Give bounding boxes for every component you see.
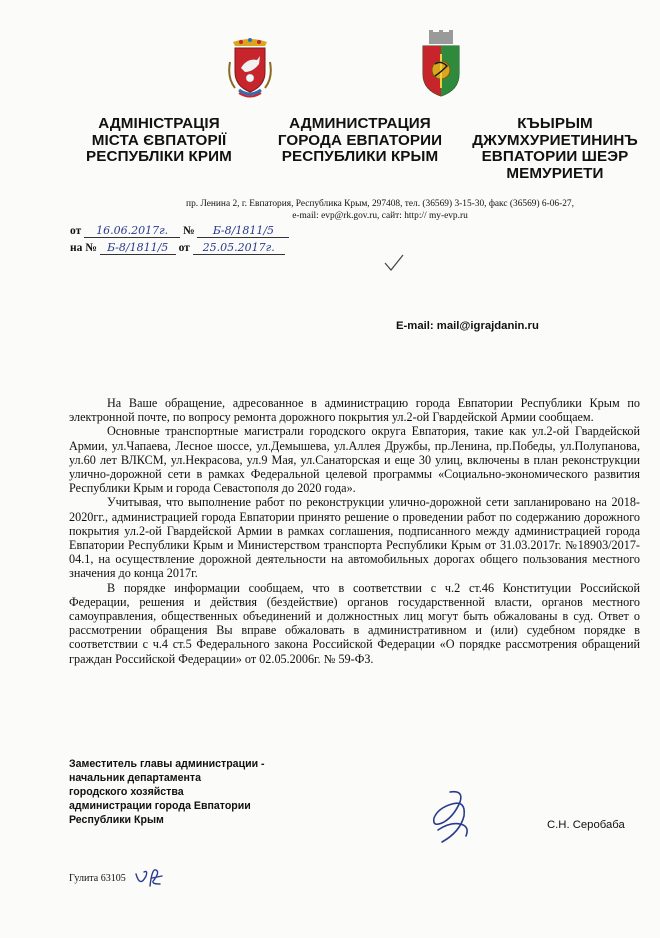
number-label: №	[183, 225, 195, 237]
header-crimean-tatar	[462, 116, 648, 182]
executor-note: Гулита 63105	[69, 873, 126, 884]
paragraph: В порядке информации сообщаем, что в соответствии с ч.2 ст.46 Конституции Российской Федерации, решения и действия (бездействие) органов государственной власти, органов местного самоуправления, общественных объединений и должностных лиц могут быть обжалованы в суд. Ответ о рассмотрении обращения Вы вправе обжаловать в административном и (или) судебном порядке в соответствии с ч.4 ст.5 Федерального закона Российской Федерации «О порядке рассмотрения обращений граждан Российской Федерации» от 02.05.2006г. № 59-ФЗ.	[69, 580, 640, 666]
reference-block	[70, 223, 289, 257]
handwritten-signature-icon	[420, 788, 480, 855]
outgoing-date: 16.06.2017г.	[84, 224, 180, 238]
header-ukrainian-line: МІСТА ЄВПАТОРІЇ	[91, 131, 227, 149]
address-contacts: e-mail: evp@rk.gov.ru, сайт: http:// my-evp.ru	[292, 211, 468, 221]
header-russian	[258, 116, 462, 166]
signatory-name: С.Н. Серобаба	[547, 819, 625, 831]
header-ukrainian-line: АДМІНІСТРАЦІЯ	[98, 115, 220, 132]
header-russian-line: РЕСПУБЛИКИ КРЫМ	[281, 148, 439, 166]
incoming-number-label: на №	[70, 242, 97, 254]
position-line: городского хозяйства	[69, 786, 184, 798]
paragraph: На Ваше обращение, адресованное в администрацию города Евпатории Республики Крым по электронной почте, по вопросу ремонта дорожного покрытия ул.2-ой Гвардейской Армии сообщаем.	[69, 396, 640, 425]
recipient-email: E-mail: mail@igrajdanin.ru	[396, 320, 539, 332]
incoming-date: 25.05.2017г.	[193, 241, 285, 255]
position-line: Заместитель главы администрации -	[69, 758, 265, 770]
paragraph: Основные транспортные магистрали городского округа Евпатория, такие как ул.2-ой Гвардейской Армии, ул.Чапаева, Лесное шоссе, ул.Демышева, ул.Аллея Дружбы, пр.Ленина, пр.Победы, ул.Полупанова, ул.60 лет ВЛКСМ, ул.Некрасова, ул.9 Мая, ул.Санаторская и еще 30 улиц, включены в план реконструкции улично-дорожной сети в рамках Федеральной целевой программы «Социально-экономического развития Республики Крым и города Севастополя до 2020 года».	[69, 424, 640, 496]
crimea-coat-of-arms-icon	[227, 38, 273, 105]
paragraph: Учитывая, что выполнение работ по реконструкции улично-дорожной сети запланировано на 2018-2020гг., администрацией города Евпатории принято решение о проведении работ по содержанию дорожного покрытия ул.2-ой Гвардейской Армии в рамках соглашения, подписанного между администрацией города Евпатории Республики Крым и Министерством транспорта Республики Крым от 31.03.2017г. №18903/2017-04.1, на осуществление дорожной деятельности на автомобильных дорогах общего пользования местного значения до конца 2017г.	[69, 495, 640, 581]
header-russian-line: ГОРОДА ЕВПАТОРИИ	[277, 131, 443, 149]
executor-initials-signature-icon	[132, 864, 166, 897]
header-crimean-tatar-line: МЕМУРИЕТИ	[506, 164, 604, 182]
position-line: начальник департамента	[69, 772, 201, 784]
incoming-number: Б-8/1811/5	[100, 241, 176, 255]
check-mark-icon	[383, 253, 405, 278]
reference-outgoing	[70, 223, 289, 240]
position-line: Республики Крым	[69, 814, 164, 826]
position-line: администрации города Евпатории	[69, 800, 251, 812]
header-crimean-tatar-line: ЕВПАТОРИИ ШЕЭР	[481, 148, 629, 166]
outgoing-number: Б-8/1811/5	[197, 224, 289, 238]
from-label: от	[70, 225, 82, 237]
evpatoria-coat-of-arms-icon	[419, 30, 463, 107]
header-crimean-tatar-line: КЪЫРЫМ	[517, 115, 593, 132]
reference-incoming	[70, 240, 289, 257]
address-block	[120, 198, 640, 222]
letter-body	[69, 396, 640, 666]
header-ukrainian	[62, 116, 256, 166]
header-russian-line: АДМИНИСТРАЦИЯ	[289, 115, 431, 132]
incoming-date-label: от	[178, 242, 190, 254]
header-ukrainian-line: РЕСПУБЛІКИ КРИМ	[86, 148, 232, 166]
header-crimean-tatar-line: ДЖУМХУРИЕТИНИНЪ	[472, 131, 638, 149]
address-line: пр. Ленина 2, г. Евпатория, Республика Крым, 297408, тел. (36569) 3-15-30, факс (36569) 6-06-27,	[186, 199, 574, 209]
signatory-position	[69, 757, 265, 827]
